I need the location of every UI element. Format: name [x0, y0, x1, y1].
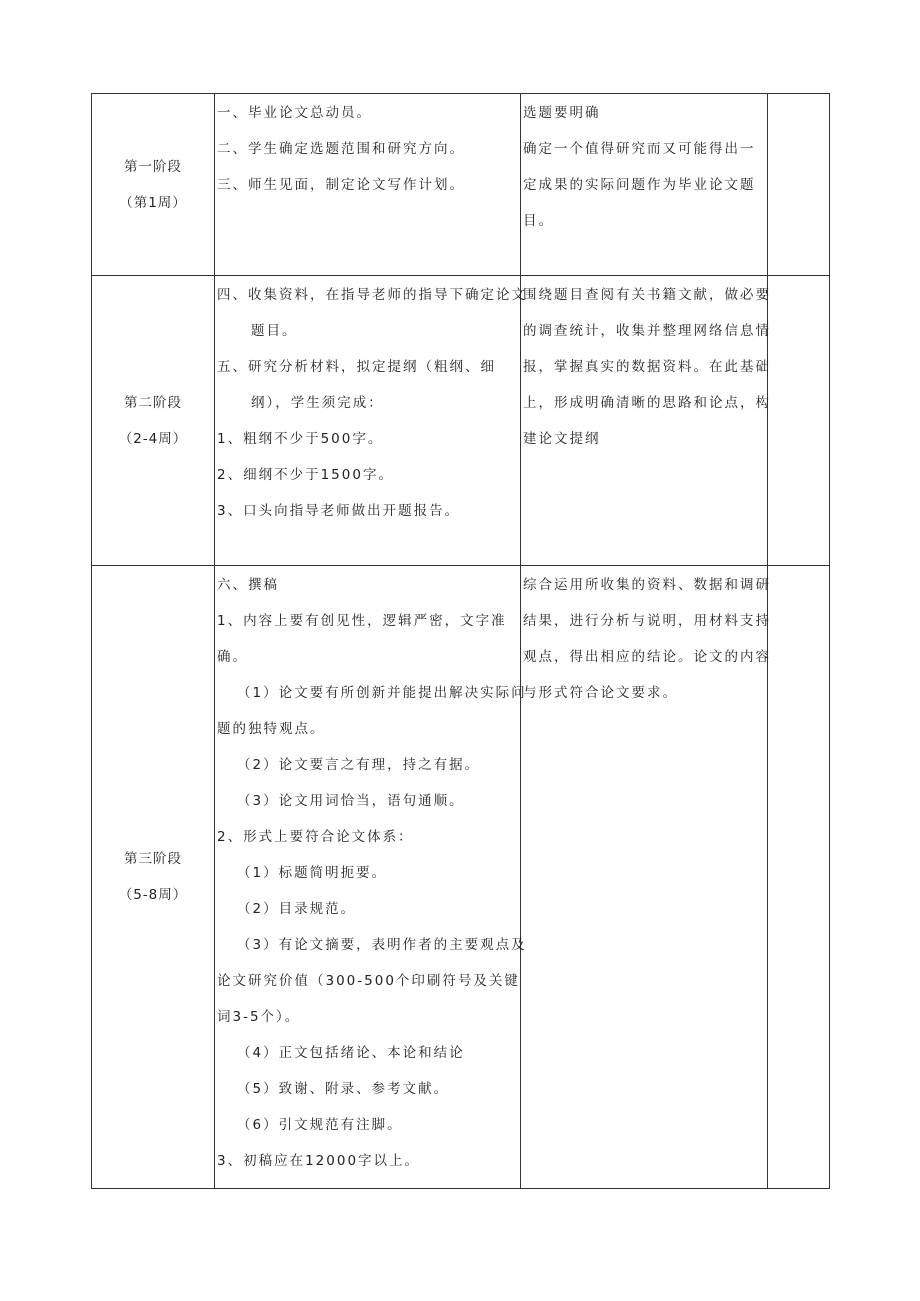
task-line: 六、撰稿: [217, 577, 279, 593]
table-row-stage-2: [92, 276, 830, 566]
task-line: 一、毕业论文总动员。: [217, 105, 372, 121]
task-line: 题的独特观点。: [217, 721, 326, 737]
task-list: [215, 94, 520, 212]
goal-text: [521, 94, 767, 248]
task-line: （3）论文用词恰当，语句通顺。: [237, 793, 465, 809]
task-line: 2、形式上要符合论文体系：: [217, 829, 414, 845]
goal-line: 报，掌握真实的数据资料。在此基础: [523, 359, 771, 375]
task-line: 3、口头向指导老师做出开题报告。: [217, 503, 461, 519]
task-line: （1）论文要有所创新并能提出解决实际问: [237, 685, 527, 701]
task-list: [215, 566, 527, 1188]
goal-line: 围绕题目查阅有关书籍文献，做必要: [523, 287, 771, 303]
stage-weeks: （2-4周）: [118, 430, 188, 447]
task-cell: [215, 94, 521, 276]
stage-weeks: （5-8周）: [118, 887, 188, 903]
stage-cell: [92, 276, 215, 566]
task-line: 确。: [217, 649, 248, 665]
task-line: 五、研究分析材料，拟定提纲（粗纲、细: [217, 359, 496, 375]
task-line: （2）论文要言之有理，持之有据。: [237, 757, 481, 773]
goal-line: 选题要明确: [523, 105, 601, 121]
task-line: 四、收集资料，在指导老师的指导下确定论文: [217, 287, 527, 303]
task-line: 3、初稿应在12000字以上。: [217, 1153, 421, 1169]
goal-line: 结果，进行分析与说明，用材料支持: [523, 613, 771, 629]
task-line: 纲），学生须完成：: [251, 395, 384, 411]
goal-line: 目。: [523, 213, 554, 229]
task-cell: [215, 566, 527, 1189]
goal-line: 确定一个值得研究而又可能得出一: [523, 141, 756, 157]
stage-cell: [92, 94, 215, 276]
table-row-stage-1: [92, 94, 830, 276]
stage-name: 第一阶段: [124, 158, 182, 175]
goal-line: 建论文提纲: [523, 431, 601, 447]
stage-weeks: （第1周）: [119, 194, 187, 211]
stage-name: 第三阶段: [124, 851, 182, 867]
goal-text: [521, 566, 771, 720]
task-line: 1、内容上要有创见性，逻辑严密，文字准: [217, 613, 507, 629]
goal-text: [521, 276, 771, 466]
task-line: （5）致谢、附录、参考文献。: [237, 1081, 450, 1097]
stage-name: 第二阶段: [124, 394, 182, 411]
goal-line: 与形式符合论文要求。: [523, 685, 678, 701]
task-line: （2）目录规范。: [237, 901, 357, 917]
task-cell: [215, 276, 527, 566]
goal-line: 定成果的实际问题作为毕业论文题: [523, 177, 756, 193]
task-line: （4）正文包括绪论、本论和结论: [237, 1045, 465, 1061]
task-line: 论文研究价值（300-500个印刷符号及关键: [217, 973, 520, 989]
task-line: 词3-5个）。: [217, 1009, 301, 1025]
task-line: （6）引文规范有注脚。: [237, 1117, 403, 1133]
goal-cell: [521, 566, 771, 1189]
task-line: 2、细纲不少于1500字。: [217, 467, 394, 483]
goal-cell: [521, 94, 768, 276]
schedule-table: [91, 93, 830, 1189]
remark-cell: [768, 276, 830, 566]
remark-cell: [768, 94, 830, 276]
task-list: [215, 276, 527, 538]
goal-line: 综合运用所收集的资料、数据和调研: [523, 577, 771, 593]
task-line: （1）标题简明扼要。: [237, 865, 388, 881]
table-row-stage-3: [92, 566, 830, 1189]
stage-cell: [92, 566, 215, 1189]
remark-cell: [768, 566, 830, 1189]
task-line: （3）有论文摘要，表明作者的主要观点及: [237, 937, 527, 953]
goal-line: 的调查统计，收集并整理网络信息情: [523, 323, 771, 339]
task-line: 二、学生确定选题范围和研究方向。: [217, 141, 465, 157]
task-line: 1、粗纲不少于500字。: [217, 431, 384, 447]
goal-line: 上，形成明确清晰的思路和论点，构: [523, 395, 771, 411]
task-line: 题目。: [251, 323, 298, 339]
goal-cell: [521, 276, 771, 566]
task-line: 三、师生见面，制定论文写作计划。: [217, 177, 465, 193]
goal-line: 观点，得出相应的结论。论文的内容: [523, 649, 771, 665]
